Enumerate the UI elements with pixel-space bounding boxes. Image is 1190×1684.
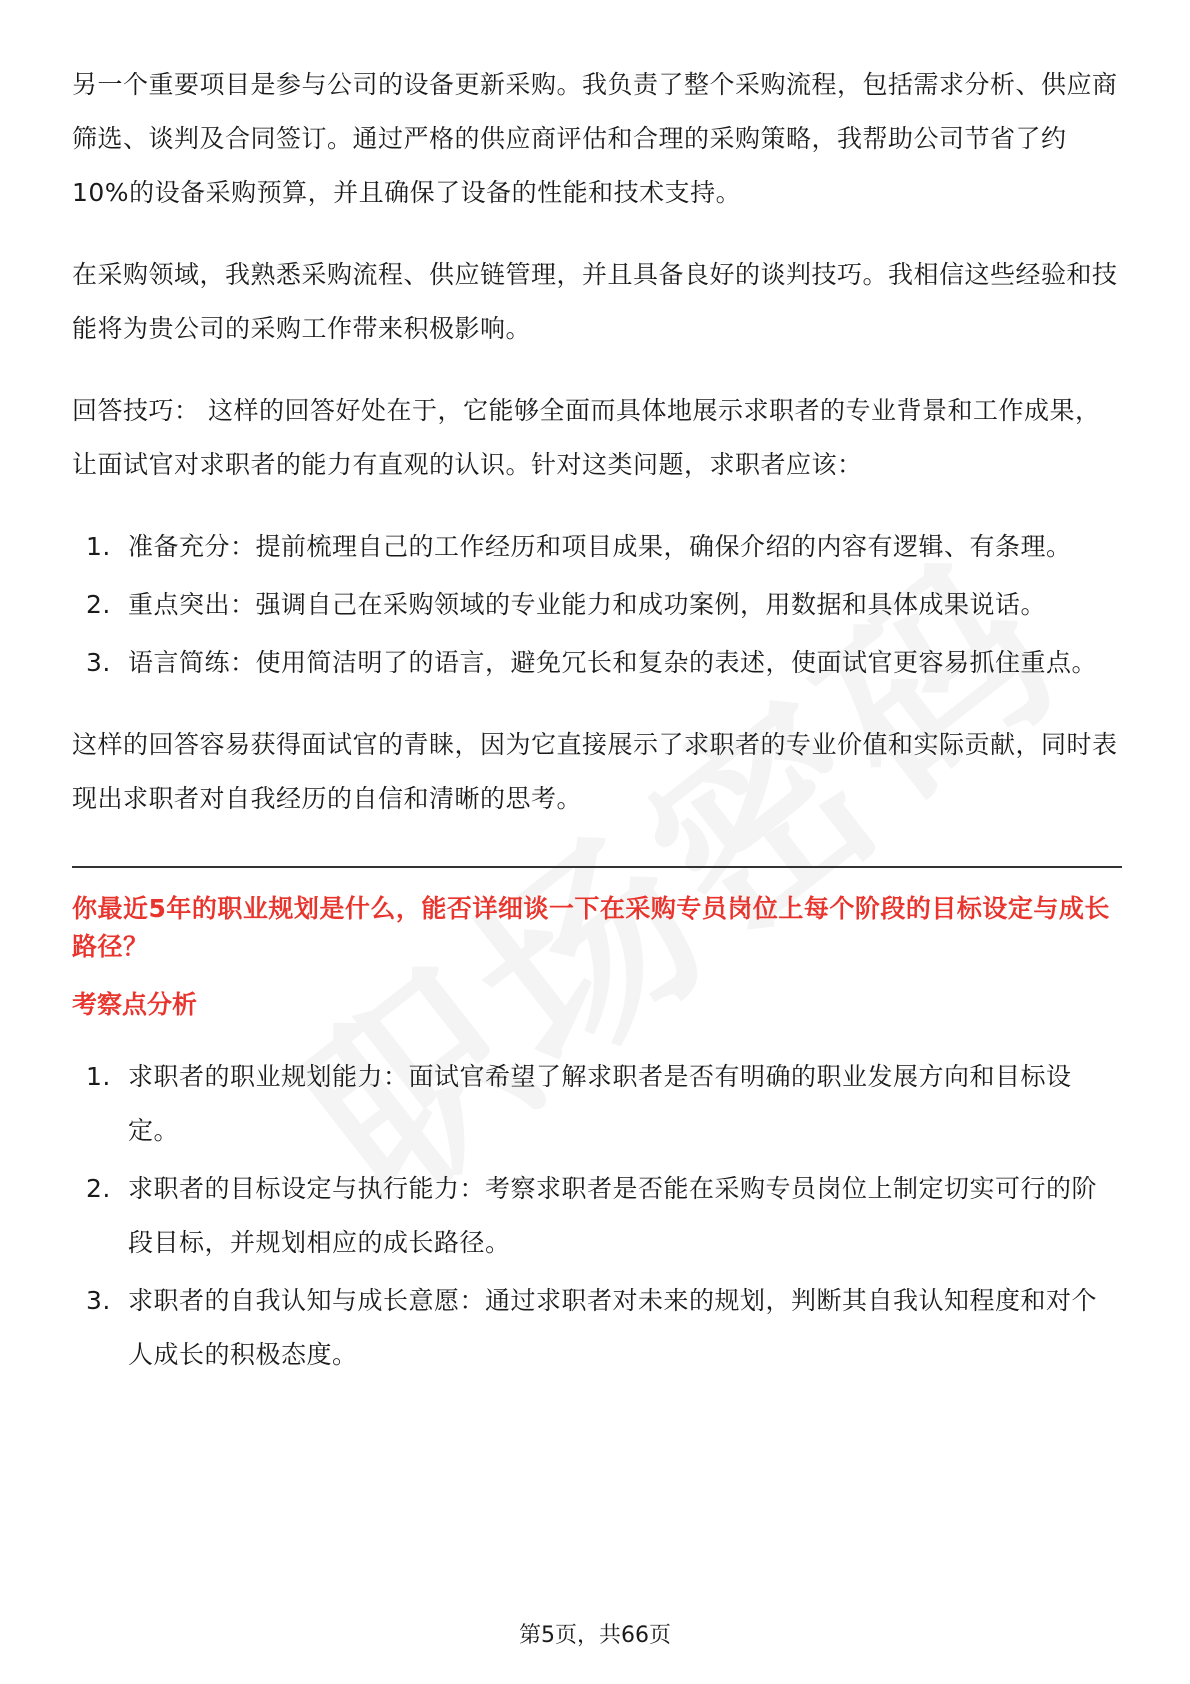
list-item-text: 重点突出：强调自己在采购领域的专业能力和成功案例，用数据和具体成果说话。 — [128, 590, 1047, 619]
paragraph-answer-tips: 回答技巧： 这样的回答好处在于，它能够全面而具体地展示求职者的专业背景和工作成果，让面试官对求职者的能力有直观的认识。针对这类问题，求职者应该： — [72, 396, 1101, 479]
list-item-text: 语言简练：使用简洁明了的语言，避免冗长和复杂的表述，使面试官更容易抓住重点。 — [128, 648, 1098, 677]
paragraph-project: 另一个重要项目是参与公司的设备更新采购。我负责了整个采购流程，包括需求分析、供应商筛选、谈判及合同签订。通过严格的供应商评估和合理的采购策略，我帮助公司节省了约10%的设备采购预算，并且确保了设备的性能和技术支持。 — [72, 70, 1118, 207]
list-item — [72, 1274, 1122, 1382]
tips-list — [72, 520, 1122, 690]
section-divider — [72, 866, 1122, 868]
list-item-text: 求职者的职业规划能力：面试官希望了解求职者是否有明确的职业发展方向和目标设定。 — [128, 1062, 1072, 1145]
page-footer: 第5页，共66页 — [519, 1623, 671, 1648]
list-item — [72, 636, 1122, 690]
list-number: 2. — [86, 1174, 111, 1203]
document-page — [72, 58, 1122, 1410]
paragraph-skills: 在采购领域，我熟悉采购流程、供应链管理，并且具备良好的谈判技巧。我相信这些经验和技能将为贵公司的采购工作带来积极影响。 — [72, 260, 1118, 343]
list-number: 1. — [86, 1062, 111, 1091]
paragraph-closing: 这样的回答容易获得面试官的青睐，因为它直接展示了求职者的专业价值和实际贡献，同时表现出求职者对自我经历的自信和清晰的思考。 — [72, 730, 1118, 813]
list-item — [72, 1162, 1122, 1270]
list-number: 1. — [86, 532, 111, 561]
list-item — [72, 520, 1122, 574]
list-number: 2. — [86, 590, 111, 619]
analysis-list — [72, 1050, 1122, 1382]
list-item — [72, 578, 1122, 632]
list-item-text: 准备充分：提前梳理自己的工作经历和项目成果，确保介绍的内容有逻辑、有条理。 — [128, 532, 1072, 561]
list-item-text: 求职者的自我认知与成长意愿：通过求职者对未来的规划，判断其自我认知程度和对个人成长的积极态度。 — [128, 1286, 1098, 1369]
list-item — [72, 1050, 1122, 1158]
list-number: 3. — [86, 1286, 111, 1315]
list-number: 3. — [86, 648, 111, 677]
question-heading: 你最近5年的职业规划是什么，能否详细谈一下在采购专员岗位上每个阶段的目标设定与成长路径？ — [72, 894, 1110, 961]
list-item-text: 求职者的目标设定与执行能力：考察求职者是否能在采购专员岗位上制定切实可行的阶段目标，并规划相应的成长路径。 — [128, 1174, 1098, 1257]
analysis-heading: 考察点分析 — [72, 990, 198, 1019]
